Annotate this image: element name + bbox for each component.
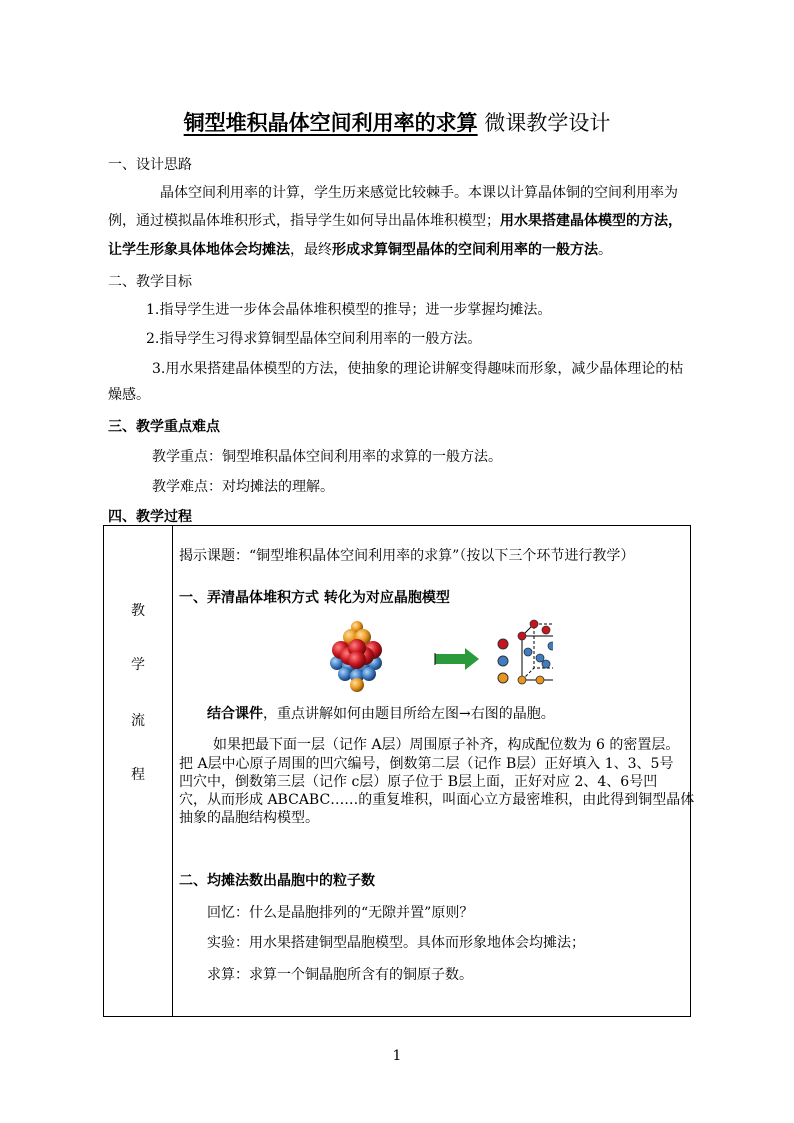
part2-title: 二、均摊法数出晶胞中的粒子数 xyxy=(179,873,375,889)
section1-line2: 例，通过模拟晶体堆积形式，指导学生如何导出晶体堆积模型；用水果搭建晶体模型的方法， xyxy=(108,213,682,229)
objective-3-line1: 3.用水果搭建晶体模型的方法，使抽象的理论讲解变得趣味而形象，减少晶体理论的枯 xyxy=(152,361,684,377)
teaching-difficulty: 教学难点：对均摊法的理解。 xyxy=(152,479,334,495)
combine-courseware: 结合课件，重点讲解如何由题目所给左图→右图的晶胞。 xyxy=(207,706,555,722)
objective-2: 2.指导学生习得求算铜型晶体空间利用率的一般方法。 xyxy=(146,331,482,347)
section4-heading: 四、教学过程 xyxy=(108,509,192,525)
title-main: 铜型堆积晶体空间利用率的求算 xyxy=(183,110,478,135)
document-title xyxy=(0,108,794,138)
process-intro: 揭示课题：“铜型堆积晶体空间利用率的求算”（按以下三个环节进行教学） xyxy=(179,548,635,564)
crystal-illustration xyxy=(293,614,553,698)
section1-line3: 让学生形象具体地体会均摊法，最终形成求算铜型晶体的空间利用率的一般方法。 xyxy=(108,242,612,258)
atom-stack-model xyxy=(330,621,382,692)
side-label-char: 流 xyxy=(131,713,145,729)
recall-question: 回忆：什么是晶胞排列的“无隙并置”原则？ xyxy=(207,905,474,921)
calculation-step: 求算：求算一个铜晶胞所含有的铜原子数。 xyxy=(207,967,473,983)
explanation-line4: 穴，从而形成 ABCABC……的重复堆积，叫面心立方最密堆积，由此得到铜型晶体 xyxy=(179,792,695,808)
experiment-step: 实验：用水果搭建铜型晶胞模型。具体而形象地体会均摊法； xyxy=(207,935,585,951)
section3-heading: 三、教学重点难点 xyxy=(108,419,220,435)
section1-heading: 一、设计思路 xyxy=(108,157,192,173)
objective-3-line2: 燥感。 xyxy=(108,387,150,403)
title-suffix: 微课教学设计 xyxy=(484,111,611,135)
part1-title: 一、弄清晶体堆积方式 转化为对应晶胞模型 xyxy=(179,590,450,606)
objective-1: 1.指导学生进一步体会晶体堆积模型的推导；进一步掌握均摊法。 xyxy=(146,302,552,318)
teaching-key: 教学重点：铜型堆积晶体空间利用率的求算的一般方法。 xyxy=(152,449,502,465)
process-side-cell xyxy=(104,526,173,1017)
explanation-line2: 把 A层中心原子周围的凹穴编号，倒数第二层（记作 B层）正好填入 1、3、5号 xyxy=(179,756,674,772)
explanation-line3: 凹穴中，倒数第三层（记作 c层）原子位于 B层上面，正好对应 2、4、6号凹 xyxy=(179,774,658,790)
side-label-char: 程 xyxy=(131,767,145,783)
process-table xyxy=(103,525,695,1017)
side-label-char: 学 xyxy=(131,657,145,673)
process-content-cell xyxy=(173,526,695,1017)
side-label-char: 教 xyxy=(131,603,145,619)
explanation-line1: 如果把最下面一层（记作 A层）周围原子补齐，构成配位数为 6 的密置层。 xyxy=(213,737,680,753)
section2-heading: 二、教学目标 xyxy=(108,274,192,290)
unit-cell-model xyxy=(498,620,553,684)
section1-line1: 晶体空间利用率的计算，学生历来感觉比较棘手。本课以计算晶体铜的空间利用率为 xyxy=(160,185,678,201)
right-arrow-icon xyxy=(435,648,479,670)
page-number: 1 xyxy=(392,1048,402,1064)
explanation-line5: 抽象的晶胞结构模型。 xyxy=(179,810,319,826)
